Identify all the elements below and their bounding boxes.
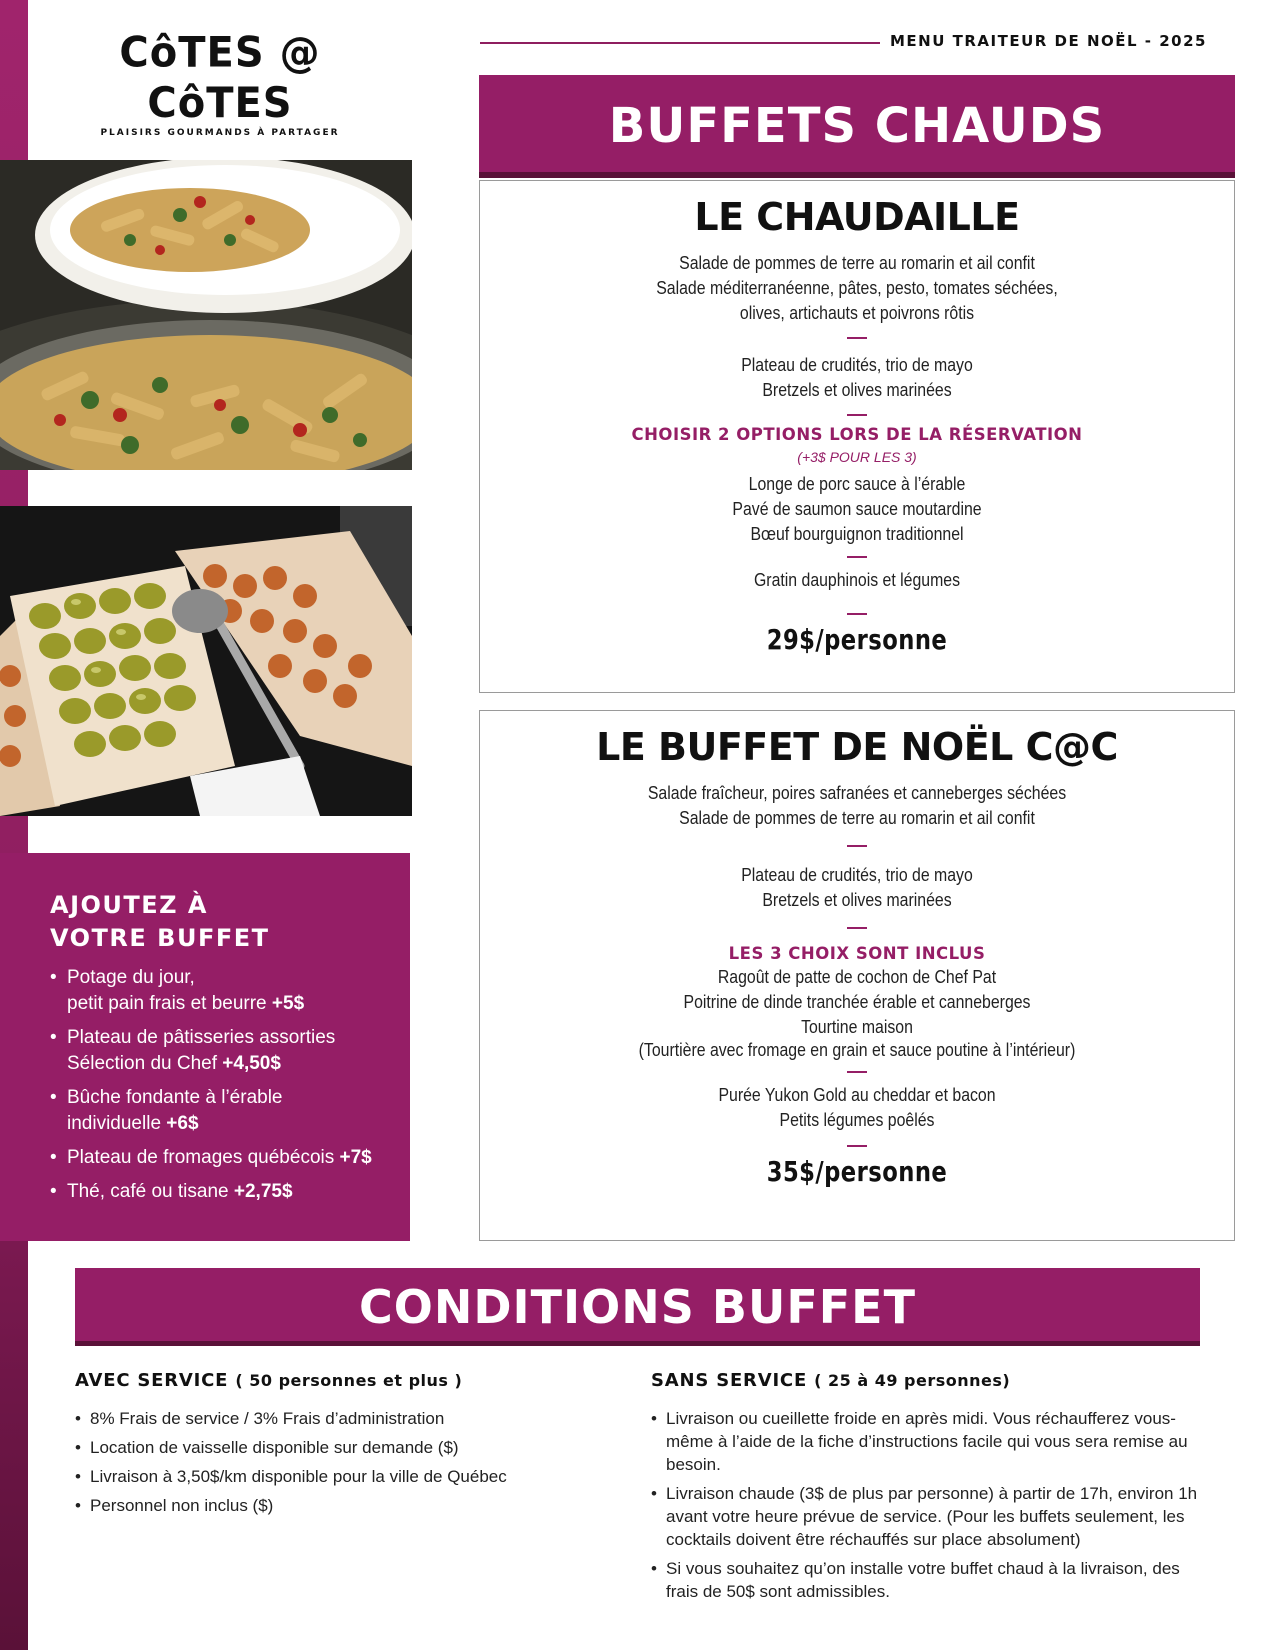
condition-item: • Livraison à 3,50$/km disponible pour la ville de Québec [75,1465,615,1488]
menu-line: Ragoût de patte de cochon de Chef Pat [717,967,997,987]
menu-line: Petits légumes poêlés [779,1110,935,1130]
addon-price: +6$ [166,1113,199,1134]
noel-menu-box [479,710,1235,1241]
menu-line: Longe de porc sauce à l’érable [748,474,966,494]
menu-header-title: MENU TRAITEUR DE NOËL - 2025 [890,32,1207,50]
addons-title-line2: VOTRE BUFFET [50,924,270,952]
sans-service-list [651,1407,1211,1603]
menu-line: (Tourtière avec fromage en grain et sauce poutine à l’intérieur) [638,1040,1076,1060]
section-divider [847,1145,867,1147]
menu-line: Poitrine de dinde tranchée érable et canneberges [683,992,1031,1012]
addons-list [50,965,390,1205]
section-divider [847,927,867,929]
conditions-banner: CONDITIONS BUFFET [75,1268,1200,1346]
addon-item: • Plateau de pâtisseries assorties Sélection du Chef +4,50$ [50,1025,390,1077]
addon-item: • Thé, café ou tisane +2,75$ [50,1179,390,1205]
sans-service-column [651,1370,1211,1609]
addons-title-line1: AJOUTEZ À [50,891,208,919]
addon-item: • Potage du jour, petit pain frais et beurre +5$ [50,965,390,1017]
options-heading: LES 3 CHOIX SONT INCLUS [728,944,986,963]
chaudaille-price: 29$/personne [766,623,948,656]
menu-line: Tourtine maison [801,1017,913,1037]
avec-service-heading: AVEC SERVICE ( 50 personnes et plus ) [75,1370,463,1391]
menu-line: Salade de pommes de terre au romarin et ail confit [679,253,1035,273]
condition-item: • Livraison chaude (3$ de plus par personne) à partir de 17h, environ 1h avant votre heure prévue de service. (Pour les buffets seulement, les cocktails doivent être réchauffés sur place absolument) [651,1482,1211,1551]
section-divider [847,556,867,558]
options-subnote: (+3$ POUR LES 3) [797,449,917,465]
menu-line: Salade méditerranéenne, pâtes, pesto, tomates séchées, [656,278,1058,298]
menu-line: Plateau de crudités, trio de mayo [741,355,973,375]
sans-service-heading: SANS SERVICE ( 25 à 49 personnes) [651,1370,1011,1391]
pasta-salad-photo [0,160,412,470]
section-divider [847,1071,867,1073]
menu-line: Pavé de saumon sauce moutardine [732,499,982,519]
brand-logo [90,30,350,138]
addon-price: +5$ [271,993,305,1014]
menu-line: Plateau de crudités, trio de mayo [741,865,973,885]
condition-item: • Livraison ou cueillette froide en après midi. Vous réchaufferez vous-même à l’aide de la fiche d’instructions facile qui vous sera remise au besoin. [651,1407,1211,1476]
chaudaille-title: LE CHAUDAILLE [694,195,1020,239]
menu-line: Purée Yukon Gold au cheddar et bacon [718,1085,996,1105]
addon-item: • Bûche fondante à l’érable individuelle +6$ [50,1085,390,1137]
section-divider [847,613,867,615]
section-divider [847,845,867,847]
header-rule [480,42,880,44]
condition-item: • Location de vaisselle disponible sur demande ($) [75,1436,615,1459]
addons-title [50,889,390,955]
chaudaille-menu-box [479,180,1235,693]
condition-item: • Personnel non inclus ($) [75,1494,615,1517]
avec-service-column [75,1370,615,1523]
noel-title: LE BUFFET DE NOËL C@C [596,725,1118,769]
addons-panel [0,853,410,1241]
condition-item: • 8% Frais de service / 3% Frais d’administration [75,1407,615,1430]
section-divider [847,337,867,339]
menu-line: Salade fraîcheur, poires safranées et canneberges séchées [647,783,1067,803]
options-heading: CHOISIR 2 OPTIONS LORS DE LA RÉSERVATION [631,425,1083,444]
condition-item: • Si vous souhaitez qu’on installe votre buffet chaud à la livraison, des frais de 50$ sont admissibles. [651,1557,1211,1603]
logo-tagline: PLAISIRS GOURMANDS À PARTAGER [100,128,340,138]
menu-line: Bretzels et olives marinées [762,380,952,400]
menu-line: Salade de pommes de terre au romarin et ail confit [679,808,1035,828]
section-divider [847,414,867,416]
noel-price: 35$/personne [766,1155,948,1188]
addon-item: • Plateau de fromages québécois +7$ [50,1145,390,1171]
menu-line: Bœuf bourguignon traditionnel [750,524,964,544]
addon-price: +7$ [339,1147,372,1168]
menu-line: Bretzels et olives marinées [762,890,952,910]
logo-wordmark: CôTES @ CôTES [119,28,321,128]
menu-line: olives, artichauts et poivrons rôtis [739,303,975,323]
avec-service-list [75,1407,615,1517]
menu-line: Gratin dauphinois et légumes [753,570,961,590]
olives-pretzels-photo [0,506,412,816]
buffets-chauds-banner: BUFFETS CHAUDS [479,75,1235,178]
addon-price: +4,50$ [222,1053,281,1074]
addon-price: +2,75$ [233,1181,293,1202]
